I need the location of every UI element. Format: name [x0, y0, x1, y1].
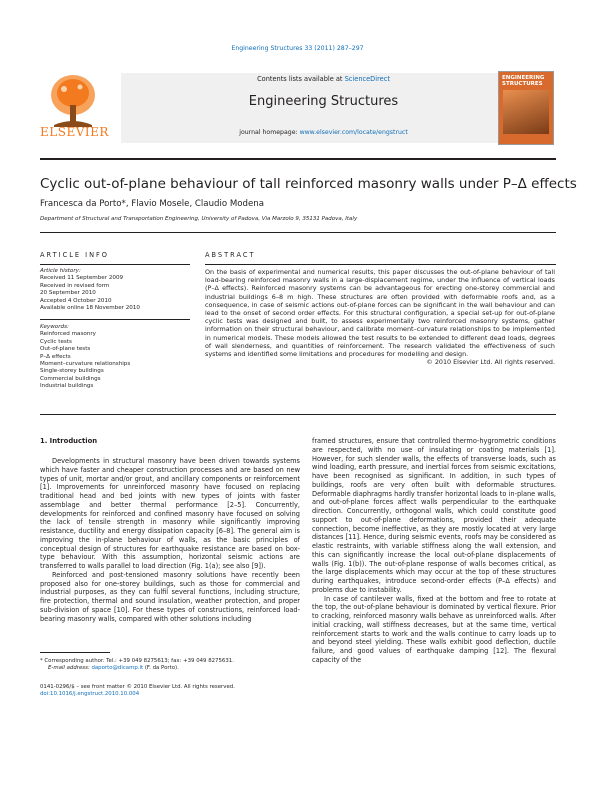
journal-homepage-link[interactable]: www.elsevier.com/locate/engstruct: [299, 129, 408, 136]
paragraph: Developments in structural masonry have been driven towards systems which have faster and cheaper construction processes and are based on new types of unit, mortar and/or grout, and ancillary components or reinforcement [1]. Improvements for unreinforced masonry have focused on replacing traditional head and bed joints with new types of joints with faster assemblage and better thermal performance [2–5]. Concurrently, developments for reinforced and confined masonry have focused on solving the lack of tensile strength in masonry while significantly improving resistance, ductility and energy dissipation capacity [6–8]. The general aim is improving the in-plane behaviour of walls, as the basic principles of conceptual design of structures for earthquake resistance are based on box-type behaviour. With this assumption, horizontal seismic actions are transferred to walls parallel to load direction (Fig. 1(a); see also [9]).: [40, 457, 300, 570]
journal-header: [40, 63, 556, 155]
abstract-heading: ABSTRACT: [205, 251, 256, 259]
email-label: E-mail address:: [48, 665, 92, 672]
journal-title: Engineering Structures: [248, 94, 399, 109]
history-item: Accepted 4 October 2010: [40, 297, 112, 304]
homepage-prefix: journal homepage:: [239, 129, 300, 136]
keyword: Industrial buildings: [40, 383, 94, 390]
right-column: [312, 437, 556, 665]
cover-image: [503, 90, 549, 134]
publisher-name: ELSEVIER: [40, 125, 109, 139]
keyword: P–Δ effects: [40, 353, 71, 360]
email-line: [40, 665, 300, 672]
sciencedirect-link[interactable]: ScienceDirect: [344, 75, 390, 83]
paragraph: framed structures, ensure that controlled thermo-hygrometric conditions are respected, with no use of insulating or coating materials [1]. However, for such slender walls, the effects of transverse loads, such as wind loading, earth pressure, and inertial forces from seismic excitations, have been recognised as significant. In addition, in such types of buildings, roofs are very often built with deformable structures. Deformable diaphragms hardly transfer horizontal loads to in-plane walls, and out-of-plane forces affect walls perpendicular to the earthquake direction. Concurrently, orthogonal walls, which could constitute good support to out-of-plane deformations, provided their adequate connection, become ineffective, as they are mostly located at very large distances [11]. Hence, during seismic events, roofs may be considered as elastic restraints, with variable stiffness along the wall extension, and this can significantly increase the local out-of-plane displacements of walls (Fig. 1(b)). The out-of-plane response of walls becomes critical, as the large displacements which may occur at the top of these structures during earthquakes, introduce second-order effects (P–Δ effects) and problems due to instability.: [312, 437, 556, 594]
journal-reference[interactable]: Engineering Structures 33 (2011) 287–297: [231, 45, 364, 52]
history-item: 20 September 2010: [40, 290, 96, 297]
history-item: Received in revised form: [40, 282, 110, 289]
article-info-rule: [40, 264, 190, 265]
history-label: Article history:: [40, 268, 81, 274]
title-rule: [40, 232, 556, 233]
cover-title-line2: STRUCTURES: [502, 81, 543, 87]
authors: Francesca da Porto*, Flavio Mosele, Claudio Modena: [40, 199, 264, 209]
article-info: [40, 268, 180, 391]
paragraph: Reinforced and post-tensioned masonry solutions have recently been proposed also for one-storey buildings, such as those for commercial and industrial purposes, as they can fulfil several functions, including structure, fire protection, thermal and sound insulation, weather protection, and proper sub-division of space [10]. For these types of constructions, reinforced load-bearing masonry walls, compared with other solutions including: [40, 570, 300, 623]
abstract-rule: [205, 264, 556, 265]
header-rule: [40, 158, 556, 160]
cover-title-line1: ENGINEERING: [502, 75, 545, 81]
contents-line: [121, 75, 526, 83]
left-column: [40, 457, 300, 623]
article-info-heading: ARTICLE INFO: [40, 251, 109, 259]
keyword: Single-storey buildings: [40, 368, 104, 375]
publication-info: [40, 684, 300, 698]
footnote-rule: [40, 652, 110, 653]
copyright: © 2010 Elsevier Ltd. All rights reserved.: [426, 358, 555, 367]
keywords-label: Keywords:: [40, 324, 69, 331]
keyword: Commercial buildings: [40, 375, 101, 382]
keyword: Cyclic tests: [40, 338, 72, 345]
abstract-text: On the basis of experimental and numerical results, this paper discusses the out-of-plane behaviour of tall load-bearing reinforced masonry walls in a large-displacement regime, under the influence of vertical loads (P–Δ effects). Reinforced masonry systems can be advantageous for erecting one-storey commercial and industrial buildings 6–8 m high. These structures are often provided with deformable roofs and, as a consequence, in case of seismic actions out-of-plane forces can be significant in the wall behaviour and can lead to the onset of second order effects. For this structural configuration, a special set-up for out-of-plane cyclic tests was designed and built, to assess experimentally two reinforced masonry systems, gather information on their structural behaviour, and calibrate moment–curvature relationships to be implemented in numerical models. These models allowed the test results to be extended to different dead loads, degrees of wall slenderness, and quantities of reinforcement. The research validated the effectiveness of such systems and identified some limitations and procedures for modelling and design.: [205, 268, 555, 359]
history-item: Available online 18 November 2010: [40, 305, 140, 312]
corresponding-author: * Corresponding author. Tel.: +39 049 8275613; fax: +39 049 8275631.: [40, 658, 234, 664]
keyword: Moment–curvature relationships: [40, 361, 131, 368]
journal-cover-thumbnail[interactable]: [498, 71, 554, 145]
affiliation: Department of Structural and Transportation Engineering, University of Padova, Via Marzolo 9, 35131 Padova, Italy: [40, 216, 358, 222]
abstract: [205, 268, 555, 366]
article-title: Cyclic out-of-plane behaviour of tall reinforced masonry walls under P–Δ effects: [40, 176, 577, 192]
history-item: Received 11 September 2009: [40, 275, 124, 282]
section-heading-introduction: 1. Introduction: [40, 437, 98, 445]
paragraph: In case of cantilever walls, fixed at the bottom and free to rotate at the top, the out-of-plane behaviour is dominated by vertical flexure. Prior to cracking, reinforced masonry walls behave as unreinforced walls. After initial cracking, wall stiffness decreases, but at the same time, vertical reinforcement starts to work and the walls continue to carry loads up to and beyond steel yielding. These walls exhibit good deflection, ductile failure, and good values of earthquake damping [12]. The flexural capacity of the: [312, 594, 556, 664]
abstract-bottom-rule: [40, 414, 556, 415]
contents-prefix: Contents lists available at: [257, 75, 345, 83]
email-link[interactable]: daporto@dicamp.it: [91, 665, 144, 672]
journal-homepage-line: [121, 129, 526, 136]
doi-link[interactable]: doi:10.1016/j.engstruct.2010.10.004: [40, 691, 140, 698]
keyword: Out-of-plane tests: [40, 346, 91, 353]
footnote: [40, 658, 300, 672]
issn-line: 0141-0296/$ – see front matter © 2010 Elsevier Ltd. All rights reserved.: [40, 684, 235, 690]
cover-title: [502, 75, 550, 87]
keywords-rule: [40, 319, 190, 320]
email-suffix: (F. da Porto).: [143, 665, 179, 672]
keyword: Reinforced masonry: [40, 331, 96, 338]
